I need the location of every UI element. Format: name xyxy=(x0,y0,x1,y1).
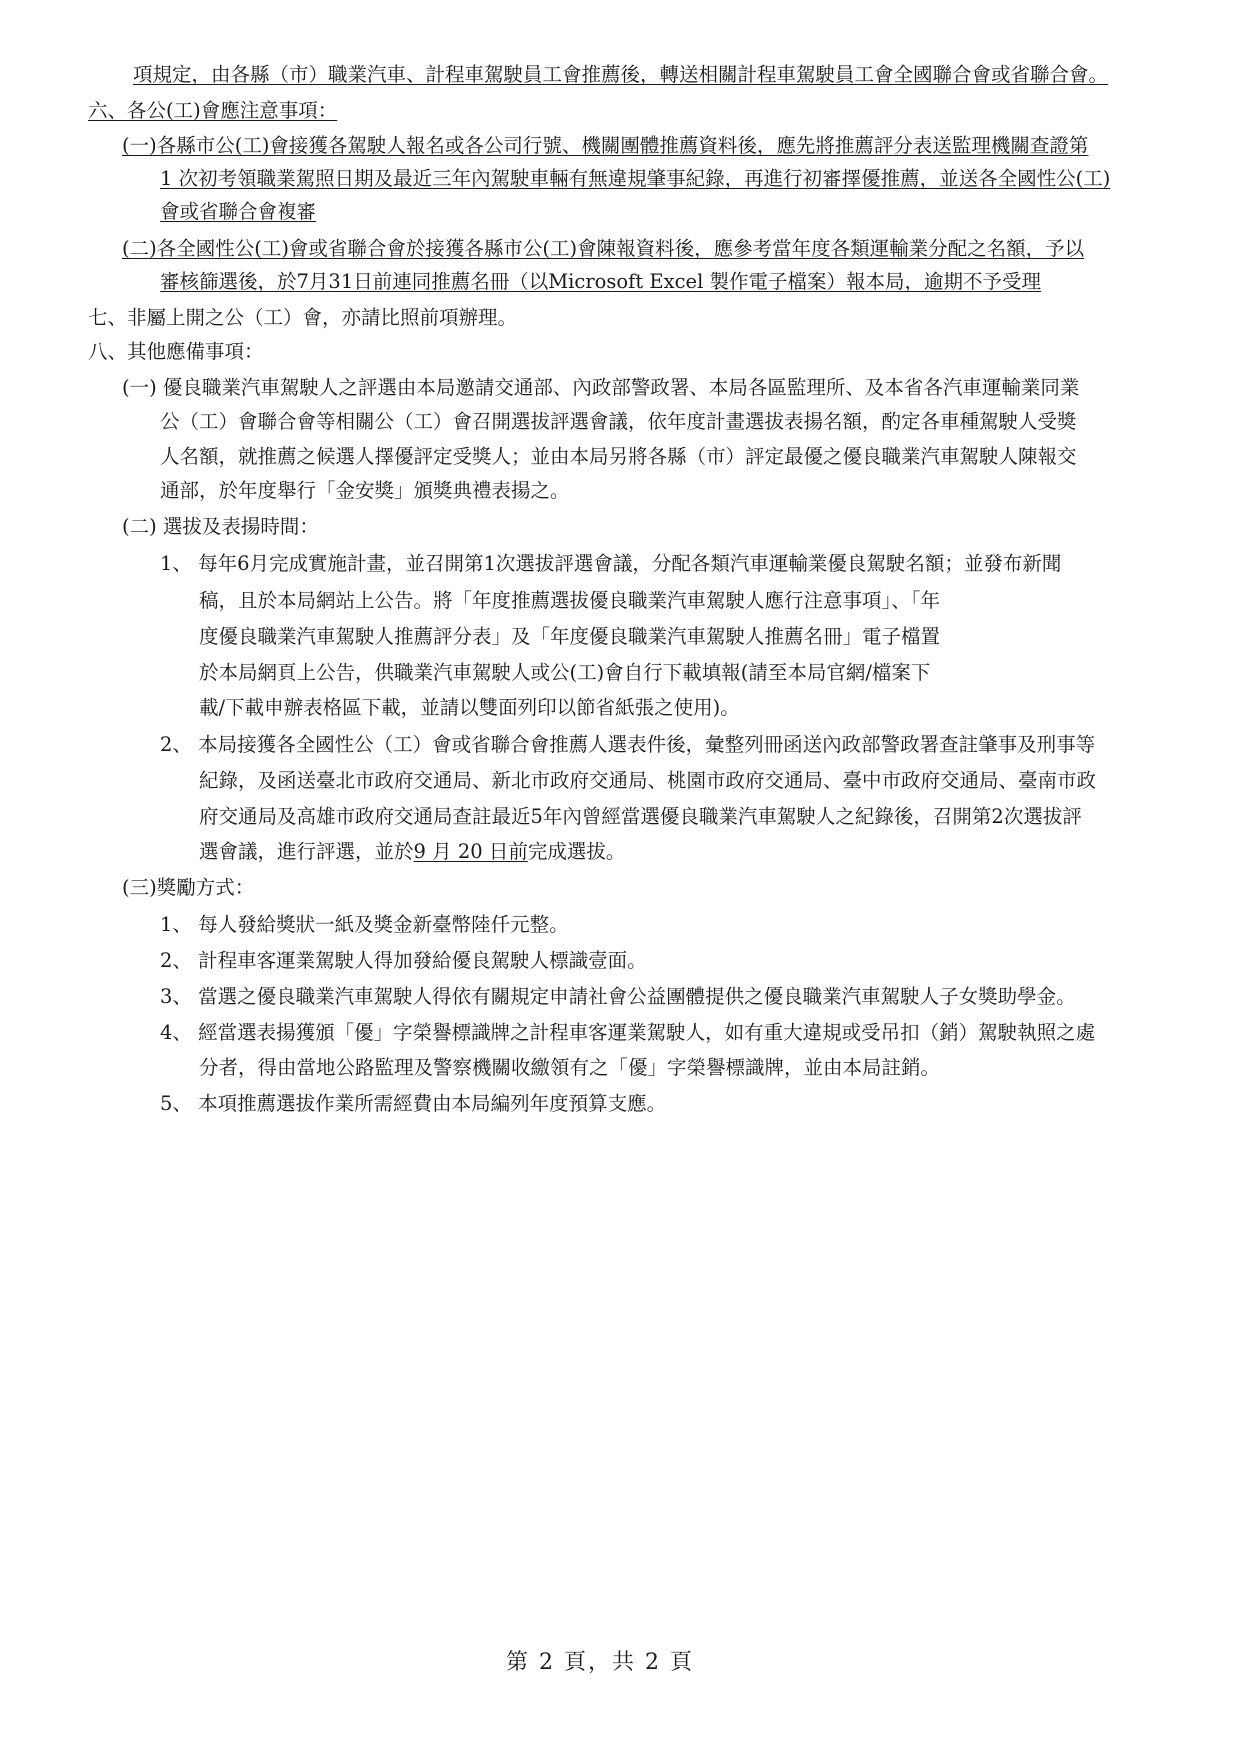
text-line: 稿，且於本局網站上公告。將「年度推薦選拔優良職業汽車駕駛人應行注意事項」、「年 xyxy=(199,589,941,612)
text-line: 1、 每人發給獎狀一紙及獎金新臺幣陸仟元整。 xyxy=(160,913,569,936)
text-line: 公（工）會聯合會等相關公（工）會召開選拔評選會議，依年度計畫選拔表揚名額，酌定各車種駕駛人受獎 xyxy=(160,410,1077,433)
deadline-date: 9 月 20 日前 xyxy=(413,840,528,863)
text-line: 紀錄，及函送臺北市政府交通局、新北市政府交通局、桃園市政府交通局、臺中市政府交通局、臺南市政 xyxy=(199,769,1097,792)
text-line: (一)各縣市公(工)會接獲各駕駛人報名或各公司行號、機關團體推薦資料後，應先將推薦評分表送監理機關查證第 xyxy=(122,134,1089,157)
text-line: 2、 計程車客運業駕駛人得加發給優良駕駛人標識壹面。 xyxy=(160,949,647,972)
text-line: 分者，得由當地公路監理及警察機關收繳領有之「優」字榮譽標識牌，並由本局註銷。 xyxy=(199,1056,941,1079)
heading-text: 六、各公(工)會應注意事項： xyxy=(88,99,338,122)
text-line: 會或省聯合會複審 xyxy=(160,200,317,223)
text-line: 4、 經當選表揚獲頒「優」字榮譽標識牌之計程車客運業駕駛人，如有重大違規或受吊扣（銷）駕駛執照之處 xyxy=(160,1021,1096,1044)
text-line: (一) 優良職業汽車駕駛人之評選由本局邀請交通部、內政部警政署、本局各區監理所、及本省各汽車運輸業同業 xyxy=(122,376,1080,399)
subsection-heading: (二) 選拔及表揚時間： xyxy=(122,515,319,538)
text-segment: 選會議，進行評選，並於 xyxy=(199,840,414,863)
text-line xyxy=(199,840,625,863)
text-line: 載/下載申辦表格區下載，並請以雙面列印以節省紙張之使用)。 xyxy=(199,696,740,719)
text-line: 3、 當選之優良職業汽車駕駛人得依有關規定申請社會公益團體提供之優良職業汽車駕駛人子女獎助學金。 xyxy=(160,985,1076,1008)
text-line: 人名額，就推薦之候選人擇優評定受獎人；並由本局另將各縣（市）評定最優之優良職業汽車駕駛人陳報交 xyxy=(160,445,1077,468)
section-heading-six xyxy=(88,99,337,122)
text-line: 度優良職業汽車駕駛人推薦評分表」及「年度優良職業汽車駕駛人推薦名冊」電子檔置 xyxy=(199,625,941,648)
page-number: 第 2 頁，共 2 頁 xyxy=(506,1650,694,1675)
text-line: 1、 每年6月完成實施計畫，並召開第1次選拔評選會議，分配各類汽車運輸業優良駕駛名額；並發布新聞 xyxy=(160,552,1062,575)
text-line: 2、 本局接獲各全國性公（工）會或省聯合會推薦人選表件後，彙整列冊函送內政部警政署查註肇事及刑事等 xyxy=(160,733,1096,756)
text-line: 審核篩選後，於7月31日前連同推薦名冊（以Microsoft Excel 製作電子檔案）報本局，逾期不予受理 xyxy=(160,270,1042,293)
text-line: 1 次初考領職業駕照日期及最近三年內駕駛車輛有無違規肇事紀錄，再進行初審擇優推薦，並送各全國性公(工) xyxy=(160,167,1111,190)
section-heading-seven: 七、非屬上開之公（工）會，亦請比照前項辦理。 xyxy=(88,306,518,329)
text-line: 於本局網頁上公告，供職業汽車駕駛人或公(工)會自行下載填報(請至本局官網/檔案下 xyxy=(199,661,931,684)
text-line: 府交通局及高雄市政府交通局查註最近5年內曾經當選優良職業汽車駕駛人之紀錄後，召開第2次選拔評 xyxy=(199,805,1082,828)
text-line: 通部，於年度舉行「金安獎」頒獎典禮表揚之。 xyxy=(160,479,570,502)
text-line: 5、 本項推薦選拔作業所需經費由本局編列年度預算支應。 xyxy=(160,1092,667,1115)
subsection-heading: (三)獎勵方式： xyxy=(122,876,255,899)
text-line: 項規定，由各縣（市）職業汽車、計程車駕駛員工會推薦後，轉送相關計程車駕駛員工會全國聯合會或省聯合會。 xyxy=(133,63,1109,86)
text-segment: 完成選拔。 xyxy=(527,840,626,863)
section-heading-eight: 八、其他應備事項： xyxy=(88,340,264,363)
text-line: (二)各全國性公(工)會或省聯合會於接獲各縣市公(工)會陳報資料後，應參考當年度各類運輸業分配之名額，予以 xyxy=(122,237,1085,260)
